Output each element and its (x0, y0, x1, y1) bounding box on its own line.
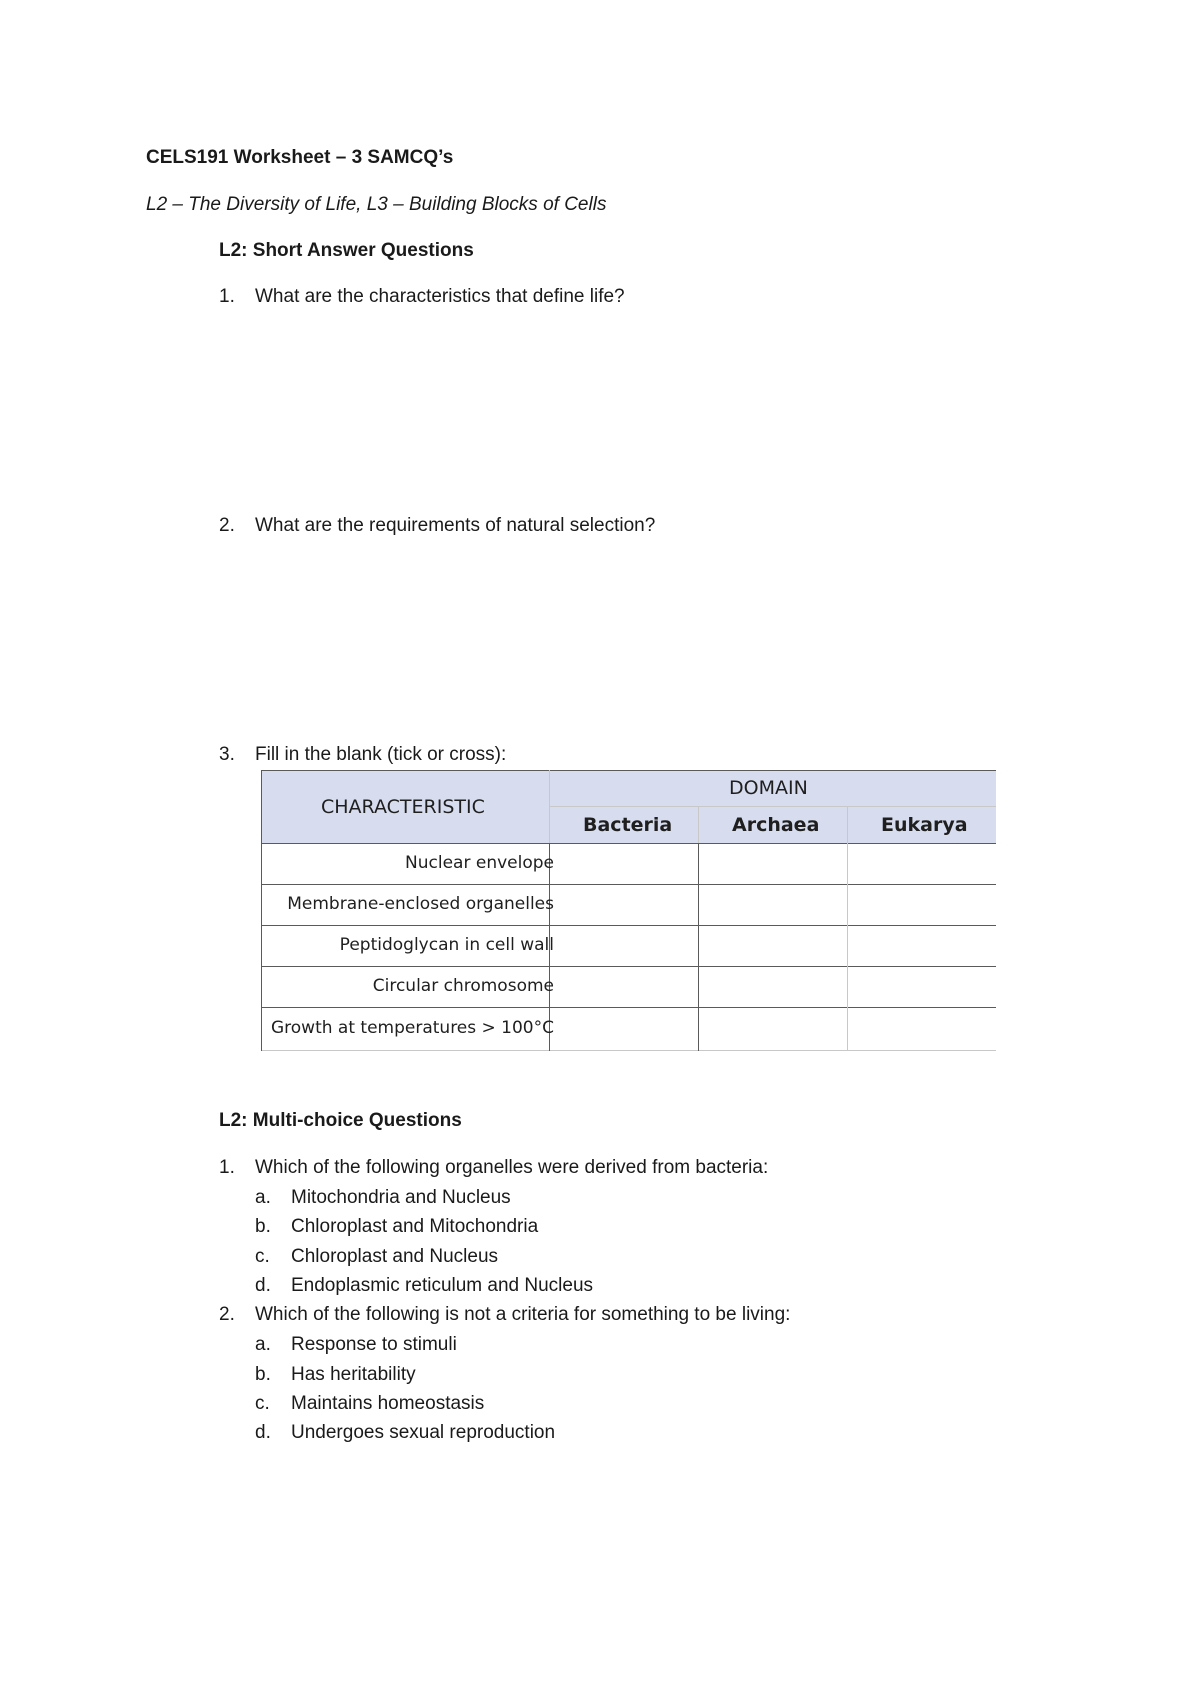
question-text: Which of the following is not a criteria for something to be living: (255, 1304, 791, 1325)
option-letter: d. (255, 1275, 271, 1296)
header-column-divider (549, 770, 550, 843)
table-border-bottom (261, 1050, 996, 1051)
short-answer-question-2 (219, 515, 919, 539)
header-bottom-border (261, 843, 996, 844)
option-letter: d. (255, 1422, 271, 1443)
option-letter: a. (255, 1334, 271, 1355)
header-column-divider (698, 806, 699, 843)
option-letter: b. (255, 1364, 271, 1385)
option-text: Mitochondria and Nucleus (291, 1187, 511, 1208)
characteristic-header: CHARACTERISTIC (321, 796, 485, 818)
column-header-eukarya: Eukarya (881, 814, 968, 836)
option-text: Endoplasmic reticulum and Nucleus (291, 1275, 594, 1296)
option-letter: b. (255, 1216, 271, 1237)
multi-choice-heading: L2: Multi-choice Questions (219, 1110, 462, 1131)
short-answer-question-3 (219, 744, 919, 768)
question-text: What are the requirements of natural selection? (255, 515, 656, 536)
option-1b (255, 1216, 955, 1240)
row-divider (261, 925, 996, 926)
row-label-circular-chromosome: Circular chromosome (372, 976, 554, 996)
header-divider (549, 806, 996, 807)
option-text: Chloroplast and Nucleus (291, 1246, 499, 1267)
column-header-archaea: Archaea (732, 814, 820, 836)
table-border-top (261, 770, 996, 771)
option-2c (255, 1393, 955, 1417)
option-letter: c. (255, 1393, 270, 1414)
option-text: Response to stimuli (291, 1334, 457, 1355)
option-text: Chloroplast and Mitochondria (291, 1216, 539, 1237)
question-text: Fill in the blank (tick or cross): (255, 744, 507, 765)
row-label-nuclear-envelope: Nuclear envelope (405, 853, 554, 873)
row-label-membrane-enclosed-organelles: Membrane-enclosed organelles (287, 894, 554, 914)
row-label-peptidoglycan: Peptidoglycan in cell wall (339, 935, 554, 955)
column-header-bacteria: Bacteria (583, 814, 673, 836)
option-1a (255, 1187, 955, 1211)
multi-choice-question-2 (219, 1304, 1019, 1328)
option-text: Undergoes sexual reproduction (291, 1422, 556, 1443)
question-number: 3. (219, 744, 235, 765)
option-2d (255, 1422, 955, 1446)
question-text: What are the characteristics that define life? (255, 286, 625, 307)
row-label-growth-temperature: Growth at temperatures > 100°C (270, 1018, 554, 1038)
question-number: 1. (219, 1157, 235, 1178)
short-answer-heading: L2: Short Answer Questions (219, 240, 474, 261)
table-border-left (261, 770, 262, 1051)
domain-header: DOMAIN (729, 777, 808, 799)
option-2b (255, 1364, 955, 1388)
column-divider (698, 843, 699, 1051)
option-text: Maintains homeostasis (291, 1393, 485, 1414)
document-title: CELS191 Worksheet – 3 SAMCQ’s (146, 147, 454, 168)
option-text: Has heritability (291, 1364, 416, 1385)
short-answer-question-1 (219, 286, 919, 310)
domain-table (261, 770, 996, 1051)
document-subtitle: L2 – The Diversity of Life, L3 – Building Blocks of Cells (146, 194, 607, 215)
question-number: 2. (219, 515, 235, 536)
row-divider (261, 884, 996, 885)
row-divider (261, 1007, 996, 1008)
option-letter: c. (255, 1246, 270, 1267)
question-text: Which of the following organelles were derived from bacteria: (255, 1157, 769, 1178)
column-divider (847, 806, 848, 1051)
option-1c (255, 1246, 955, 1270)
multi-choice-question-1 (219, 1157, 1019, 1181)
question-number: 1. (219, 286, 235, 307)
option-2a (255, 1334, 955, 1358)
option-1d (255, 1275, 955, 1299)
question-number: 2. (219, 1304, 235, 1325)
row-divider (261, 966, 996, 967)
option-letter: a. (255, 1187, 271, 1208)
